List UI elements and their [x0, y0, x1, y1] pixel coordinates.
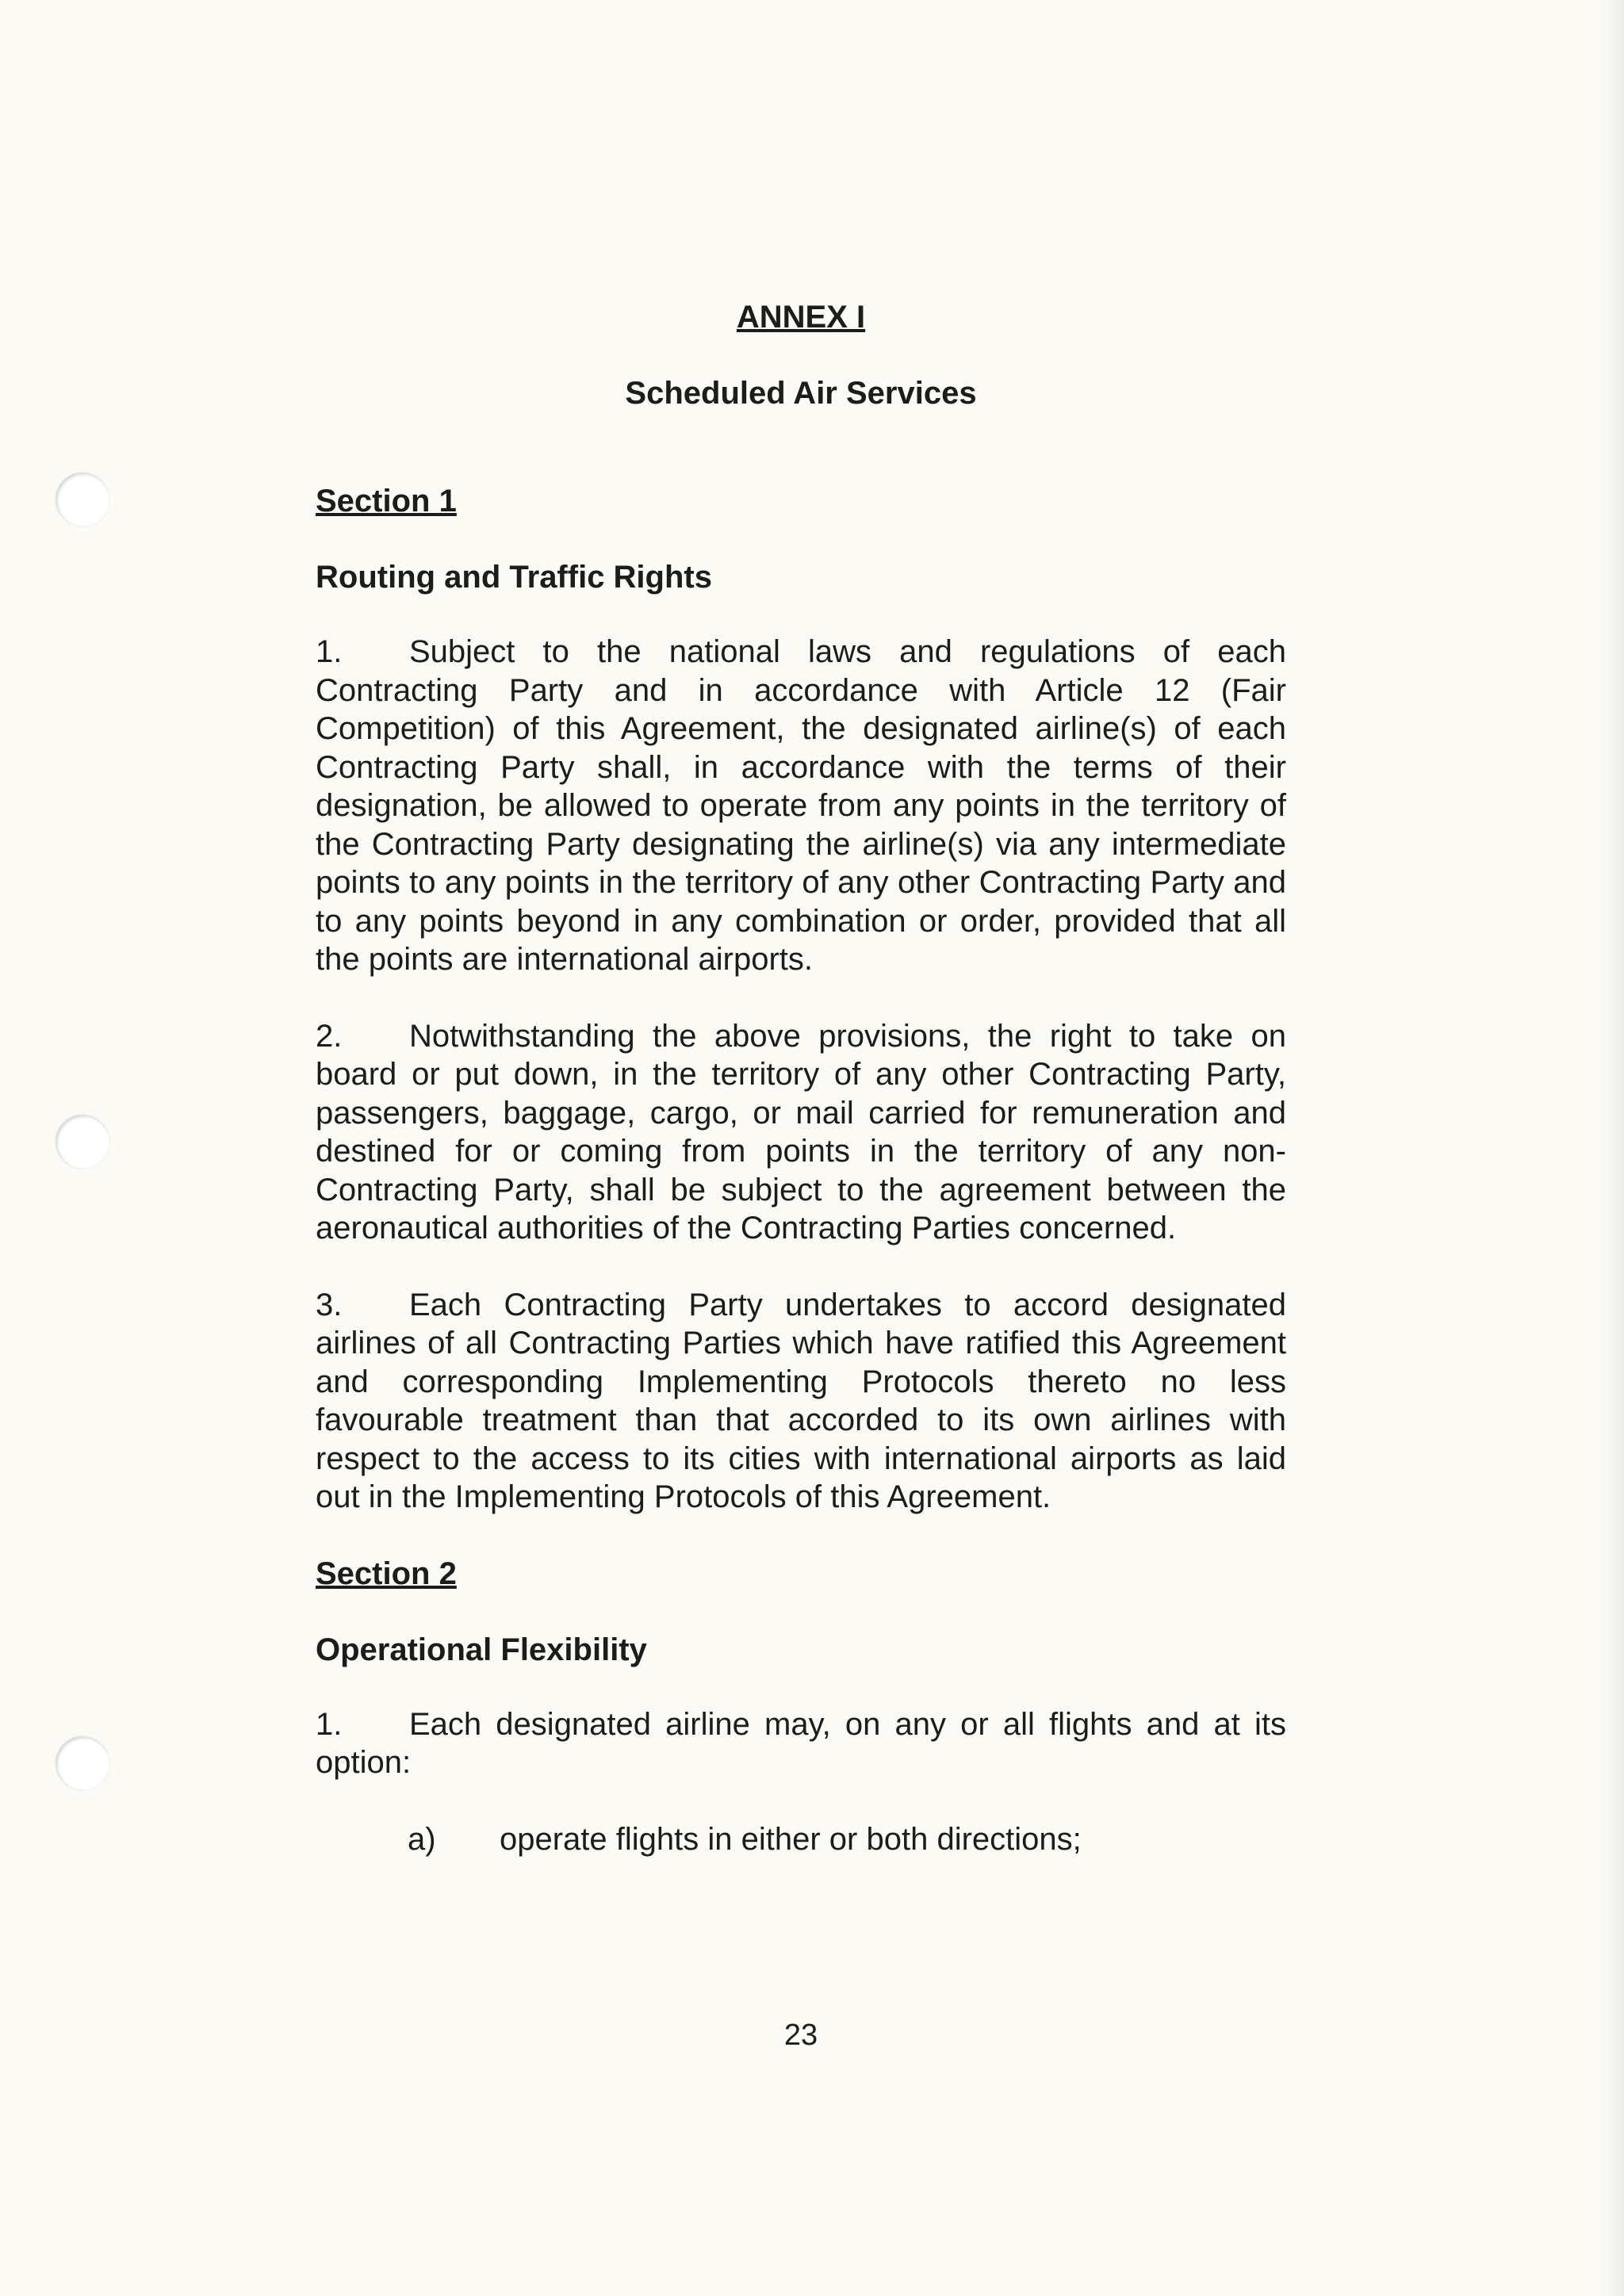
punch-hole-middle — [56, 1115, 109, 1169]
section-2-subheading: Operational Flexibility — [316, 1632, 647, 1667]
section-1-paragraph-1 — [316, 633, 1286, 979]
section-2-paragraph-1 — [316, 1705, 1286, 1782]
list-item-text: operate flights in either or both directions; — [500, 1821, 1082, 1857]
punch-hole-bottom — [56, 1736, 109, 1790]
section-1-subheading: Routing and Traffic Rights — [316, 560, 712, 595]
paragraph-number: 2. — [316, 1018, 343, 1054]
section-2-list-item-a — [408, 1820, 1286, 1859]
punch-hole-top — [56, 473, 109, 526]
paragraph-text: Each Contracting Party undertakes to accord designated airlines of all Contracting Parties which have ratified this Agreement and corresponding Implementing Protocols thereto no less favourable treatment than that accorded to its own airlines with respect to the access to its cities with international airports as laid out in the Implementing Protocols of this Agreement. — [316, 1287, 1286, 1514]
section-1-paragraph-2 — [316, 1017, 1286, 1248]
annex-title: ANNEX I — [736, 300, 866, 335]
paragraph-text: Notwithstanding the above provisions, the right to take on board or put down, in the territory of any other Contracting Party, passengers, baggage, cargo, or mail carried for remuneration and destined for or coming from points in the territory of any non-Contracting Party, shall be subject to the agreement between the aeronautical authorities of the Contracting Parties concerned. — [316, 1018, 1286, 1246]
paragraph-number: 3. — [316, 1287, 343, 1322]
document-body — [316, 293, 1286, 1858]
section-2-heading: Section 2 — [316, 1556, 457, 1591]
page-edge — [1600, 0, 1624, 2296]
paragraph-text: Each designated airline may, on any or all flights and at its option: — [316, 1706, 1286, 1780]
section-1-paragraph-3 — [316, 1286, 1286, 1517]
section-1-heading: Section 1 — [316, 484, 457, 519]
paragraph-number: 1. — [316, 1706, 343, 1742]
paragraph-text: Subject to the national laws and regulations of each Contracting Party and in accordance with Article 12 (Fair Competition) of this Agreement, the designated airline(s) of each Contracting Party shall, in accordance with the terms of their designation, be allowed to operate from any points in the territory of the Contracting Party designating the airline(s) via any intermediate points to any points in the territory of any other Contracting Party and to any points beyond in any combination or order, provided that all the points are international airports. — [316, 634, 1286, 977]
annex-subtitle: Scheduled Air Services — [625, 376, 977, 411]
list-item-label: a) — [408, 1821, 436, 1857]
page-number: 23 — [783, 2019, 818, 2052]
paragraph-number: 1. — [316, 634, 343, 669]
